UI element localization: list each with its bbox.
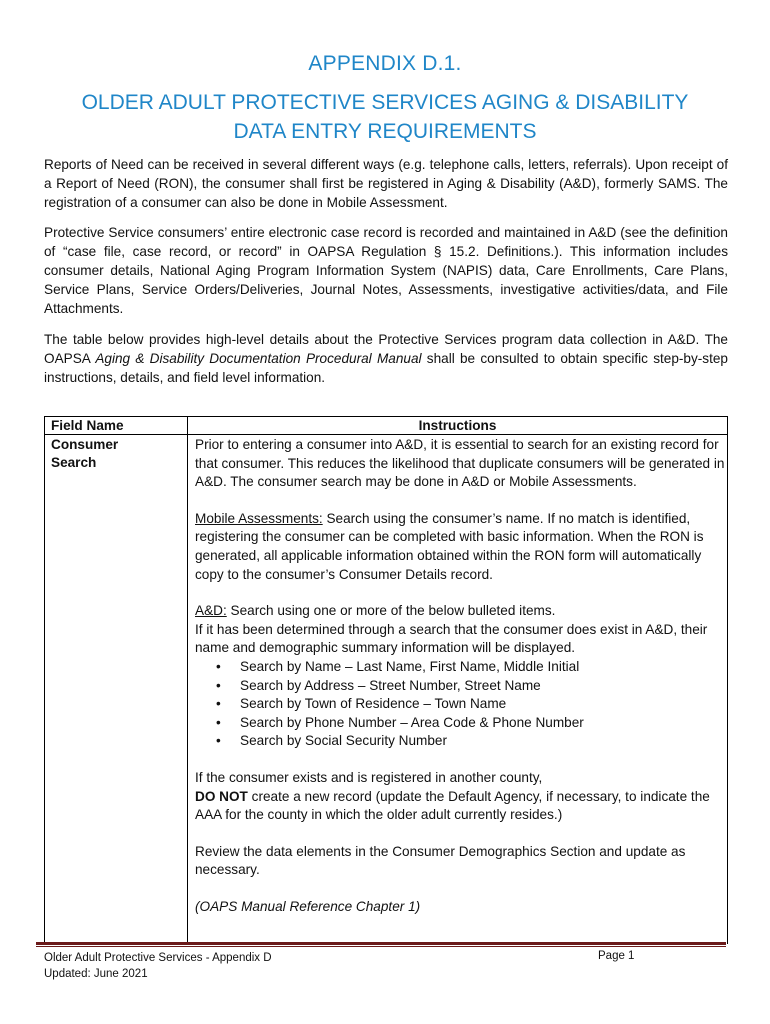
list-item [216, 658, 725, 677]
ad-text: Search using one or more of the below bulleted items. [226, 603, 556, 619]
manual-reference [195, 898, 725, 917]
list-item [216, 714, 725, 733]
title-line-1: OLDER ADULT PROTECTIVE SERVICES AGING & DISABILITY [81, 91, 689, 114]
exists-line: If the consumer exists and is registered in another county, [195, 769, 543, 785]
manual-reference-text: (OAPS Manual Reference Chapter 1) [195, 898, 421, 914]
instructions-intro: Prior to entering a consumer into A&D, it is essential to search for an existing record for that consumer. This reduces the likelihood that duplicate consumers will be generated in A&D. The consumer search may be done in A&D or Mobile Assessments. [195, 437, 725, 490]
column-header-instructions: Instructions [418, 418, 497, 433]
p3-text-end: shall be consulted to obtain specific step-by-step instructions, details, and field level information. [44, 351, 728, 385]
column-header-field-name: Field Name [51, 418, 124, 433]
data-entry-table [44, 416, 728, 944]
footer-rule-thin [36, 946, 726, 947]
list-item-text: Search by Social Security Number [240, 733, 448, 749]
field-name-line-1: Consumer [51, 437, 119, 452]
footer-updated: Updated: June 2021 [44, 968, 148, 980]
mobile-assessments-text: Search using the consumer’s name. If no match is identified, registering the consumer can be completed with basic information. When the RON is generated, all applicable information obtained within the RON form will automatically copy to the consumer’s Consumer Details record. [195, 510, 704, 582]
bullet-icon: • [216, 658, 221, 674]
list-item [216, 677, 725, 696]
bullet-icon: • [216, 733, 221, 749]
mobile-assessments-instructions [195, 510, 725, 584]
review-instruction: Review the data elements in the Consumer Demographics Section and update as necessary. [195, 843, 686, 878]
footer-rule [36, 942, 726, 945]
ad-instructions [195, 602, 725, 621]
intro-paragraph-1: Reports of Need can be received in several different ways (e.g. telephone calls, letters, referrals). Upon receipt of a Report of Need (RON), the consumer shall first be registered in Aging & Disability (A&D), formerly SAMS. The registration of a consumer can also be done in Mobile Assessment. [44, 157, 728, 210]
footer-info [44, 950, 272, 982]
do-not-emphasis: DO NOT [195, 788, 248, 804]
do-not-text: create a new record (update the Default Agency, if necessary, to indicate the AAA for the county in which the older adult currently resides.) [195, 788, 710, 823]
list-item-text: Search by Name – Last Name, First Name, Middle Initial [240, 658, 580, 674]
mobile-assessments-label: Mobile Assessments: [195, 510, 323, 526]
bullet-icon: • [216, 714, 221, 730]
list-item [216, 732, 725, 751]
header-row-divider [45, 434, 727, 435]
title-line-2: DATA ENTRY REQUIREMENTS [233, 120, 537, 143]
document-title [0, 88, 770, 146]
do-not-instruction [195, 788, 725, 825]
search-options-list [195, 658, 725, 751]
field-name-cell [51, 436, 171, 472]
bullet-icon: • [216, 696, 221, 712]
list-item-text: Search by Phone Number – Area Code & Phone Number [240, 714, 584, 730]
footer-doc-title: Older Adult Protective Services - Appendix D [44, 952, 272, 964]
appendix-heading: APPENDIX D.1. [308, 52, 462, 75]
list-item [216, 695, 725, 714]
field-name-line-2: Search [51, 455, 97, 470]
list-item-text: Search by Address – Street Number, Street Name [240, 677, 541, 693]
instructions-cell [195, 436, 725, 916]
intro-paragraph-2: Protective Service consumers’ entire electronic case record is recorded and maintained in A&D (see the definition of “case file, case record, or record” in OAPSA Regulation § 15.2. Definitions.). This information includes consumer details, National Aging Program Information System (NAPIS) data, Care Enrollments, Care Plans, Service Plans, Service Orders/Deliveries, Journal Notes, Assessments, investigative activities/data, and File Attachments. [44, 225, 728, 316]
ad-text-2: If it has been determined through a search that the consumer does exist in A&D, their name and demographic summary information will be displayed. [195, 621, 708, 656]
intro-paragraph-3 [44, 330, 728, 387]
p3-text-start: The table below provides high-level details about the Protective Services program data collection in A&D. The OAPSA [44, 332, 728, 366]
page-number: Page 1 [598, 950, 635, 962]
list-item-text: Search by Town of Residence – Town Name [240, 696, 507, 712]
column-divider [187, 417, 188, 945]
bullet-icon: • [216, 677, 221, 693]
manual-title: Aging & Disability Documentation Procedural Manual [95, 351, 422, 366]
ad-label: A&D: [195, 603, 227, 619]
